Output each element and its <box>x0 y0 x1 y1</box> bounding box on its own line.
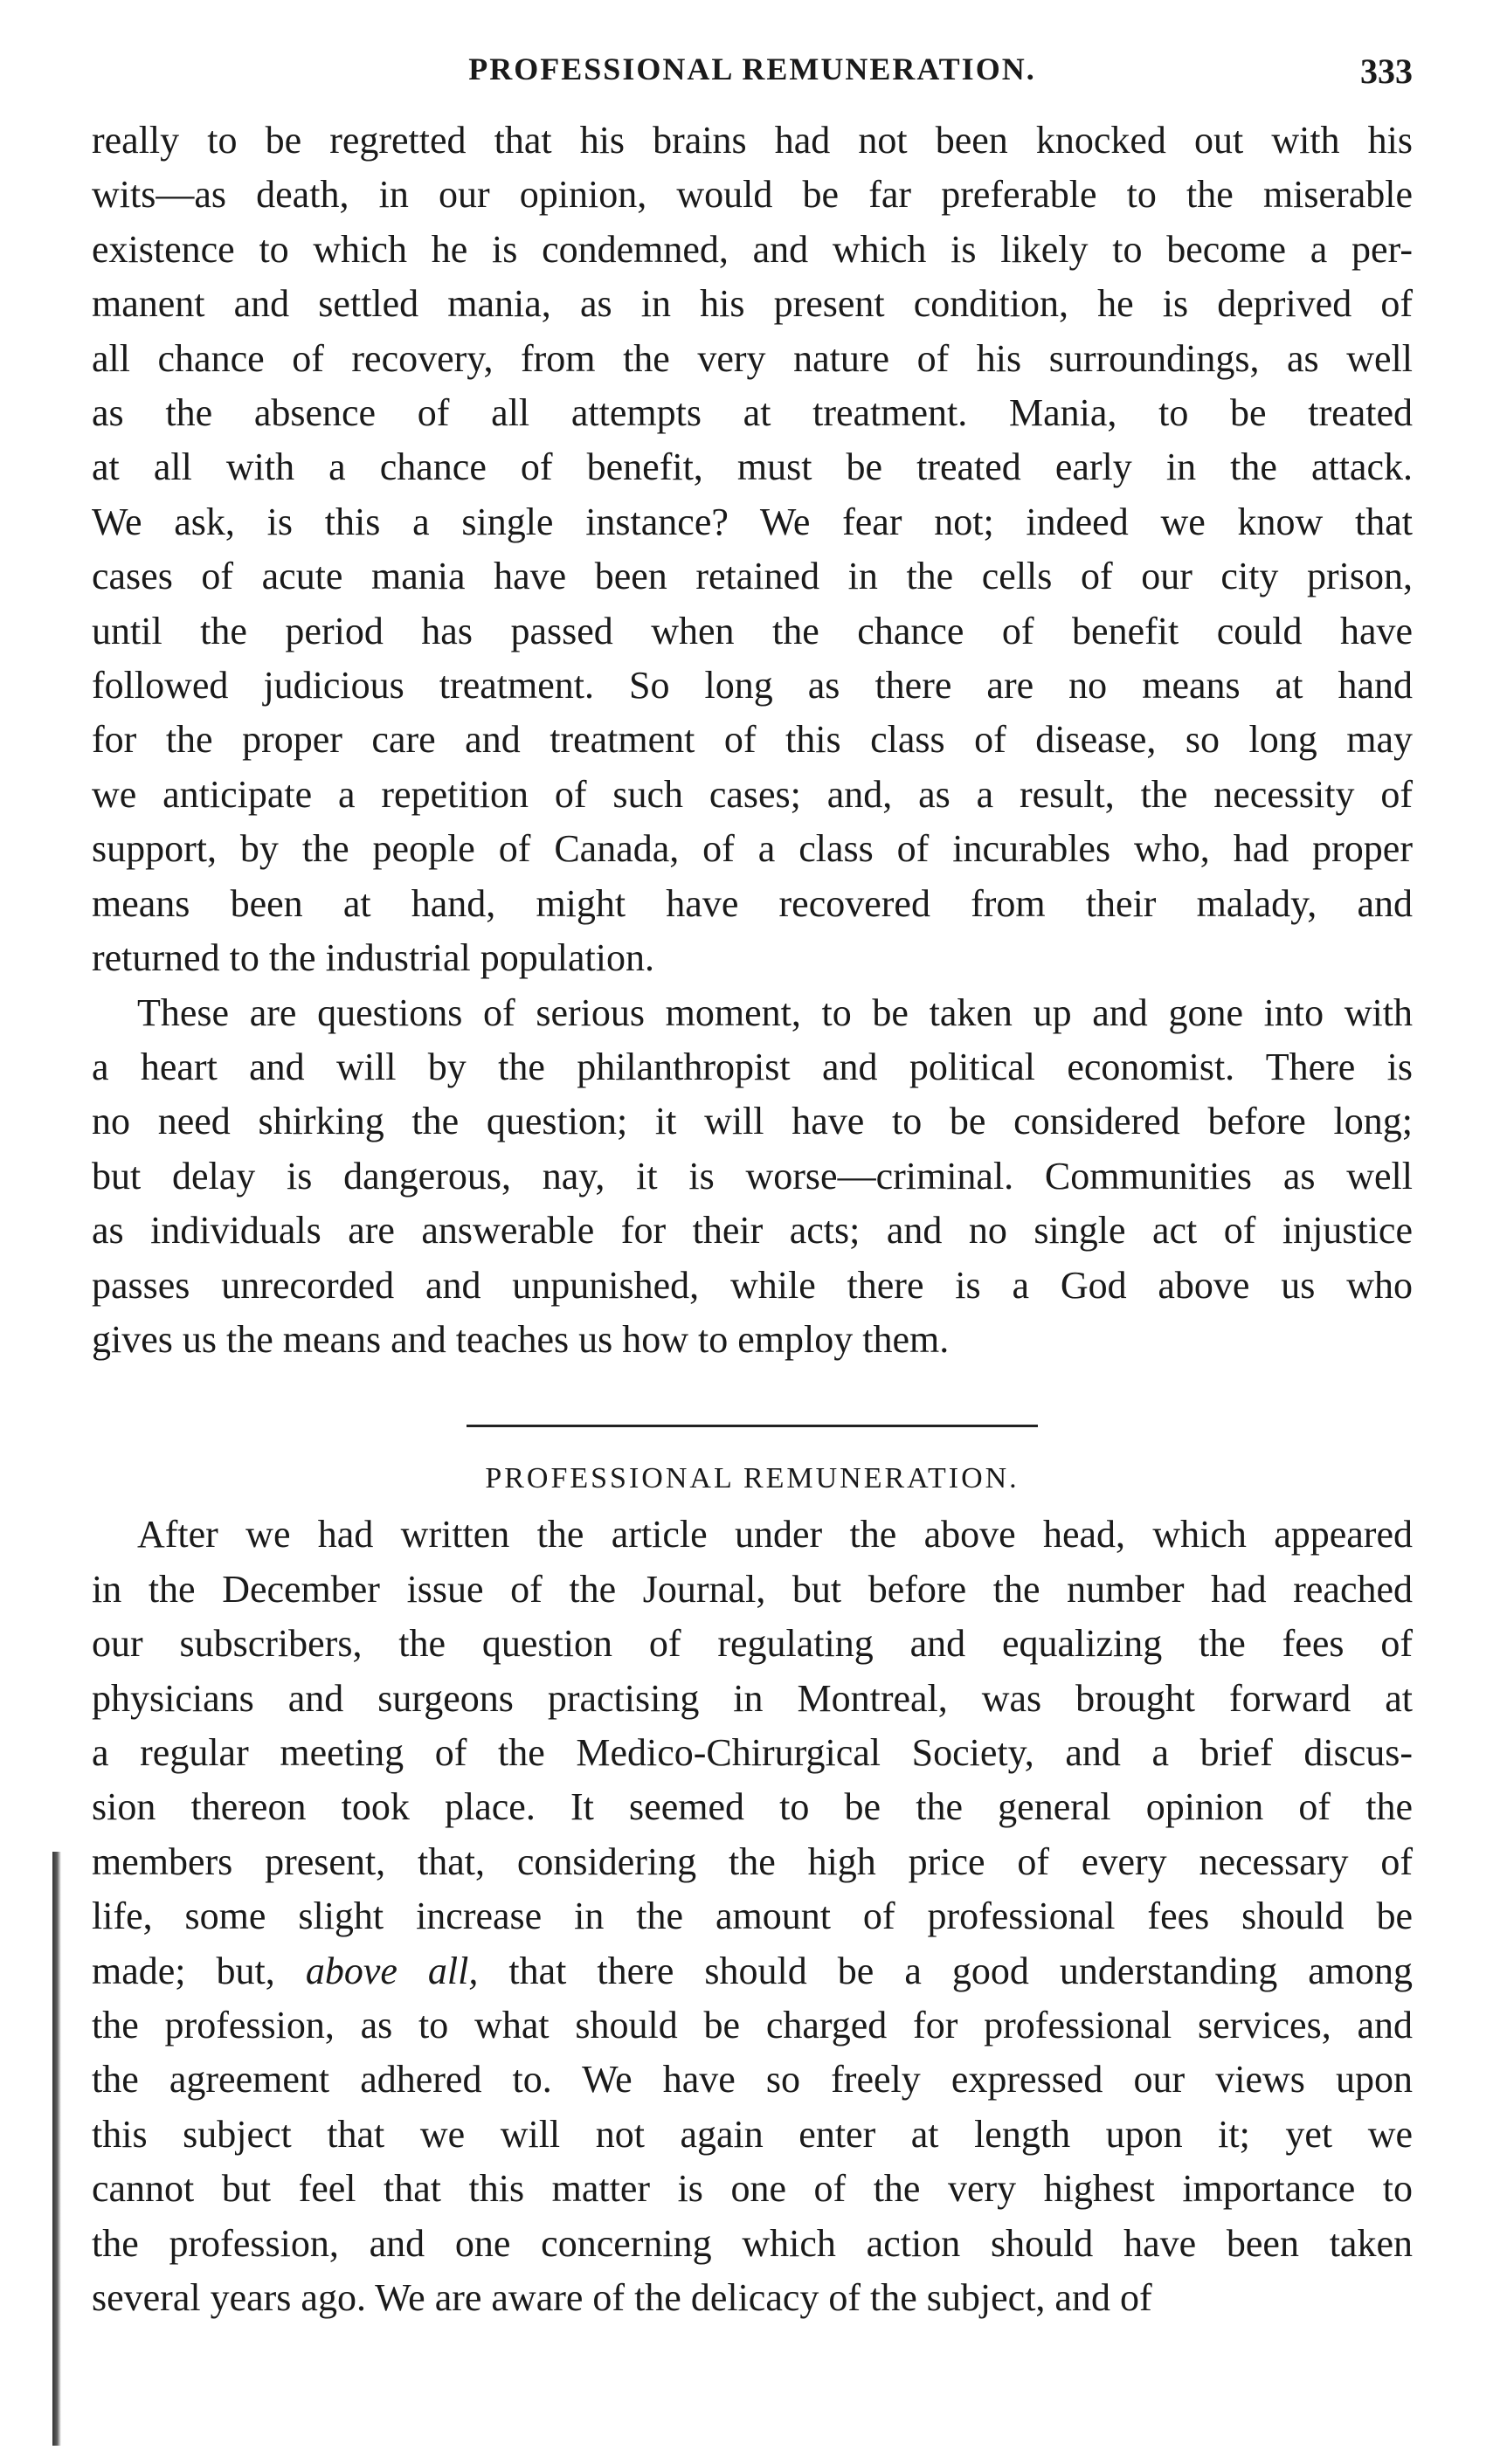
text-line: members present, that, considering the high price of every necessary of <box>92 1839 1413 1883</box>
text-line: our subscribers, the question of regulating and equalizing the fees of <box>92 1622 1413 1666</box>
text-line: in the December issue of the Journal, but before the number had reached <box>92 1567 1413 1611</box>
text-line: physicians and surgeons practising in Montreal, was brought forward at <box>92 1676 1413 1720</box>
text-line: this subject that we will not again enter at length upon it; yet we <box>92 2112 1413 2156</box>
text-line: support, by the people of Canada, of a class of incurables who, had proper <box>92 827 1413 871</box>
text-line: for the proper care and treatment of this class of disease, so long may <box>92 718 1413 762</box>
text-line: but delay is dangerous, nay, it is worse—criminal. Communities as well <box>92 1154 1413 1197</box>
article-continuation <box>92 114 1413 1367</box>
article-heading: PROFESSIONAL REMUNERATION. <box>485 1462 1020 1495</box>
text-line: means been at hand, might have recovered from their malady, and <box>92 881 1413 925</box>
section-divider <box>467 1425 1038 1427</box>
text-line: all chance of recovery, from the very nature of his surroundings, as well <box>92 336 1413 380</box>
text-line: made; but, above all, that there should be a good understanding among <box>92 1949 1414 1992</box>
book-page <box>92 51 1413 2325</box>
text-line: at all with a chance of benefit, must be treated early in the attack. <box>92 445 1413 489</box>
text-line: sion thereon took place. It seemed to be the general opinion of the <box>92 1785 1413 1829</box>
paragraph <box>92 1508 1413 2325</box>
text-line: the profession, as to what should be charged for professional services, and <box>92 2004 1413 2046</box>
article-body <box>92 1508 1413 2325</box>
text-line: returned to the industrial population. <box>92 936 654 980</box>
paragraph <box>92 114 1413 986</box>
text-line: a regular meeting of the Medico-Chirurgical Society, and a brief discus- <box>92 1730 1413 1774</box>
text-line: wits—as death, in our opinion, would be far preferable to the miserable <box>92 173 1413 217</box>
text-line: the agreement adhered to. We have so freely expressed our views upon <box>92 2058 1413 2102</box>
text-line: a heart and will by the philanthropist and political economist. There is <box>92 1045 1413 1088</box>
text-line: until the period has passed when the chance of benefit could have <box>92 609 1413 652</box>
text-line: followed judicious treatment. So long as there are no means at hand <box>92 664 1413 707</box>
running-title: PROFESSIONAL REMUNERATION. <box>468 52 1036 86</box>
text-line: cases of acute mania have been retained in the cells of our city prison, <box>92 555 1413 598</box>
text-line: the profession, and one concerning which action should have been taken <box>92 2221 1413 2265</box>
text-line: no need shirking the question; it will have to be considered before long; <box>92 1100 1413 1143</box>
text-line: life, some slight increase in the amount of professional fees should be <box>92 1895 1413 1938</box>
text-line: existence to which he is condemned, and which is likely to become a per- <box>92 227 1413 271</box>
text-line: several years ago. We are aware of the delicacy of the subject, and of <box>92 2276 1152 2320</box>
binding-shadow <box>52 1852 61 2446</box>
text-line: manent and settled mania, as in his present condition, he is deprived of <box>92 282 1413 326</box>
text-line: gives us the means and teaches us how to employ them. <box>92 1317 950 1361</box>
paragraph <box>92 986 1413 1368</box>
text-line: we anticipate a repetition of such cases; and, as a result, the necessity of <box>92 772 1413 816</box>
text-line: cannot but feel that this matter is one of the very highest importance to <box>92 2167 1413 2211</box>
text-line: as individuals are answerable for their acts; and no single act of injustice <box>92 1209 1413 1253</box>
text-line: passes unrecorded and unpunished, while there is a God above us who <box>92 1263 1413 1307</box>
running-head <box>92 51 1413 114</box>
page-number: 333 <box>1360 52 1413 91</box>
text-line: really to be regretted that his brains had not been knocked out with his <box>92 119 1413 162</box>
text-line: These are questions of serious moment, to be taken up and gone into with <box>137 990 1413 1034</box>
text-line: After we had written the article under the above head, which appeared <box>137 1513 1413 1556</box>
text-line: We ask, is this a single instance? We fear not; indeed we know that <box>92 500 1413 543</box>
text-line: as the absence of all attempts at treatment. Mania, to be treated <box>92 391 1413 435</box>
